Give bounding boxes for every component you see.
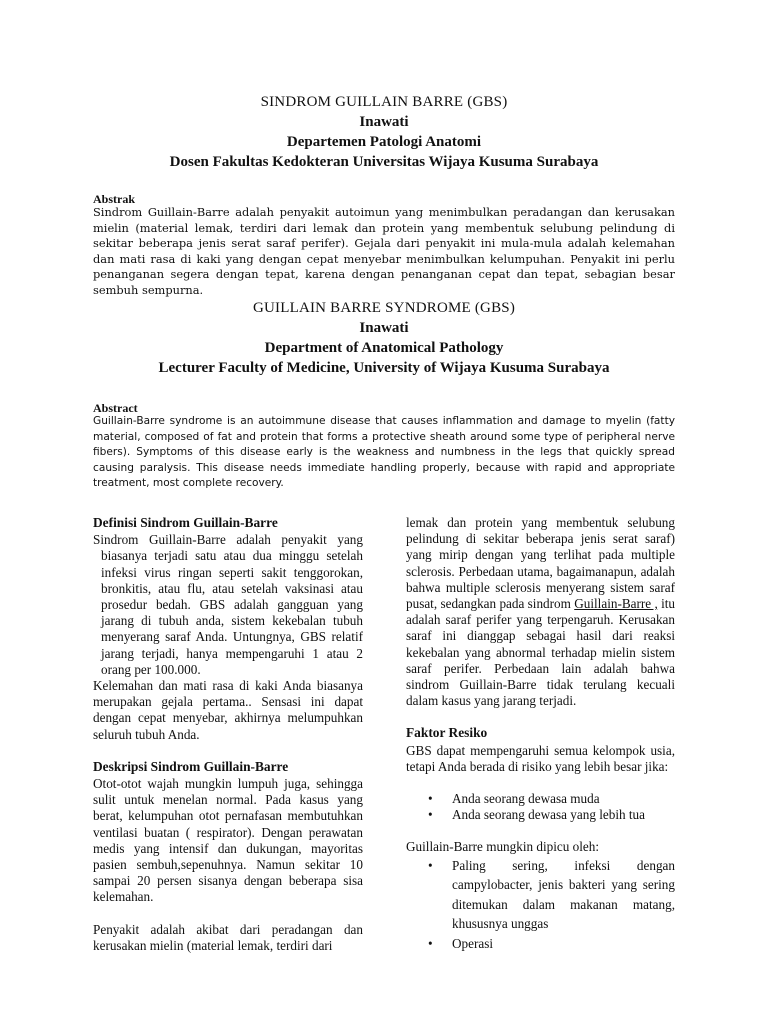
right-column [406, 515, 675, 953]
trigger-intro: Guillain-Barre mungkin dipicu oleh: [406, 839, 600, 855]
bullet-icon: • [428, 791, 433, 807]
spacer [406, 775, 675, 791]
spacer [406, 709, 675, 725]
left-column [93, 515, 363, 954]
definition-paragraph-1: Sindrom Guillain-Barre adalah penyakit yang biasanya terjadi satu atau dua minggu setelah infeksi virus ringan seperti sakit tenggorokan, bronkitis, atau flu, atau setelah vaksinasi atau prosedur bedah. GBS adalah gangguan yang jarang di tubuh anda, sistem kekebalan tubuh menyerang saraf Anda. Untungnya, GBS relatif jarang terjadi, hanya mempengaruhi 1 atau 2 orang per 100.000. [93, 532, 363, 677]
en-abstract-text: Guillain-Barre syndrome is an autoimmune disease that causes inflammation and damage to myelin (fatty material, composed of fat and protein that forms a protective sheath around some type of peripheral nerve fibers). Symptoms of this disease early is the weakness and numbness in the legs that quickly spread causing paralysis. This disease needs immediate handling properly, because with rapid and appropriate treatment, most complete recovery. [93, 415, 675, 489]
risk-item-text: Anda seorang dewasa muda [452, 791, 600, 807]
continuation-paragraph [406, 515, 675, 709]
description-title: Deskripsi Sindrom Guillain-Barre [93, 758, 289, 774]
spacer [93, 743, 363, 759]
id-author: Inawati [359, 114, 409, 130]
list-item [406, 856, 675, 934]
list-item [406, 934, 675, 954]
description-paragraph-1: Otot-otot wajah mungkin lumpuh juga, sehingga sulit untuk menelan normal. Pada kasus yang berat, kelumpuhan otot pernafasan membutuhkan ventilasi buatan ( respirator). Dengan perawatan medis yang intensif dan dukungan, mayoritas pasien sembuh,sepenuhnya. Namun sekitar 10 sampai 20 persen sisanya dengan beberapa sisa kelemahan. [93, 776, 363, 905]
trigger-list [406, 856, 675, 954]
bullet-icon: • [428, 857, 433, 873]
en-abstract-heading: Abstract [93, 401, 138, 415]
risk-item-text: Anda seorang dewasa yang lebih tua [452, 807, 645, 823]
risk-title: Faktor Resiko [406, 725, 488, 741]
id-abstract-text: Sindrom Guillain-Barre adalah penyakit autoimun yang menimbulkan peradangan dan kerusakan mielin (material lemak, terdiri dari lemak dan protein yang membentuk selubung pelindung di sekitar beberapa jenis serat saraf perifer). Gejala dari penyakit ini mula-mula adalah kelemahan dan mati rasa di kaki yang dengan cepat menyebar menimbulkan kelumpuhan. Penyakit ini perlu penanganan segera dengan tepat, karena dengan penanganan cepat dan tepat, sebagian besar sembuh sempurna. [93, 205, 675, 297]
spacer [93, 906, 363, 922]
bullet-icon: • [428, 807, 433, 823]
continuation-text-a: lemak dan protein yang membentuk selubung pelindung di sekitar beberapa jenis serat saraf) yang mirip dengan yang terlihat pada multiple sclerosis. Perbedaan utama, bagaimanapun, adalah bahwa multiple sclerosis menyerang sistem saraf pusat, sedangkan pada sindrom [406, 515, 675, 612]
list-item [406, 791, 675, 807]
trigger-item-text: Operasi [452, 935, 494, 951]
trigger-item-text: Paling sering, infeksi dengan campylobacter, jenis bakteri yang sering ditemukan dalam makanan matang, khususnya unggas [452, 857, 675, 932]
en-affiliation: Lecturer Faculty of Medicine, University of Wijaya Kusuma Surabaya [158, 360, 610, 376]
description-paragraph-2: Penyakit adalah akibat dari peradangan dan kerusakan mielin (material lemak, terdiri dari [93, 921, 363, 953]
id-affiliation: Dosen Fakultas Kedokteran Universitas Wijaya Kusuma Surabaya [169, 154, 599, 170]
bullet-icon: • [428, 935, 433, 951]
en-author: Inawati [359, 320, 409, 336]
list-item [406, 807, 675, 823]
risk-list [406, 791, 675, 823]
en-title: GUILLAIN BARRE SYNDROME (GBS) [252, 300, 516, 316]
risk-intro: GBS dapat mempengaruhi semua kelompok usia, tetapi Anda berada di risiko yang lebih besar jika: [406, 742, 675, 774]
continuation-text-b: itu adalah saraf perifer yang terpengaruh. Kerusakan saraf ini dianggap sebagai hasil dari reaksi kekebalan yang abnormal terhadap mielin sistem saraf perifer. Perbedaan lain adalah bahwa sindrom Guillain-Barre tidak terulang kecuali dalam kasus yang jarang terjadi. [406, 596, 676, 709]
id-department: Departemen Patologi Anatomi [286, 134, 482, 150]
en-department: Department of Anatomical Pathology [264, 340, 504, 356]
id-abstract-heading: Abstrak [93, 192, 136, 206]
definition-paragraph-2: Kelemahan dan mati rasa di kaki Anda biasanya merupakan gejala pertama.. Sensasi ini dapat dengan cepat menyebar, akhirnya melumpuhkan seluruh tubuh Anda. [93, 678, 363, 742]
id-title: SINDROM GUILLAIN BARRE (GBS) [260, 94, 508, 110]
guillain-barre-link[interactable]: Guillain-Barre , [574, 596, 658, 612]
definition-title: Definisi Sindrom Guillain-Barre [93, 515, 278, 530]
spacer [406, 823, 675, 839]
